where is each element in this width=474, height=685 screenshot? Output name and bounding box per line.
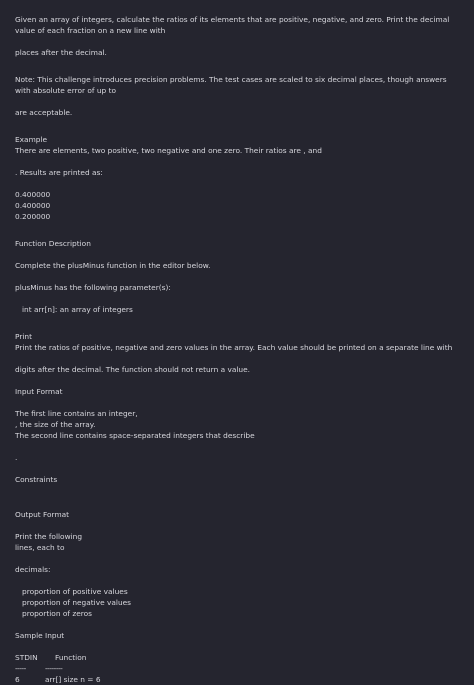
stdin-divider: ----- xyxy=(15,664,26,673)
sample-input-heading: Sample Input xyxy=(15,631,65,640)
stdin-header: STDIN xyxy=(15,653,38,662)
acceptable-text: are acceptable. xyxy=(15,108,73,117)
function-divider: -------- xyxy=(45,664,63,673)
output-format-item: proportion of negative values xyxy=(22,598,132,607)
input-format-line: The first line contains an integer, xyxy=(15,409,138,418)
output-format-line: lines, each to xyxy=(15,543,65,552)
example-heading: Example xyxy=(15,135,48,144)
sample-input-divider-row xyxy=(15,663,459,674)
sample-input-header-row xyxy=(15,652,459,663)
constraints-heading: Constraints xyxy=(15,475,58,484)
function-value: arr[] size n = 6 xyxy=(45,675,101,684)
output-format-item: proportion of positive values xyxy=(22,587,128,596)
input-format-line: , the size of the array. xyxy=(15,420,96,429)
example-output-line: 0.400000 xyxy=(15,201,51,210)
output-format-item: proportion of zeros xyxy=(22,609,92,618)
input-format-line: The second line contains space-separated integers that describe xyxy=(15,431,255,440)
print-digits-text: digits after the decimal. The function should not return a value. xyxy=(15,365,251,374)
parameter-item: int arr[n]: an array of integers xyxy=(22,305,133,314)
function-header: Function xyxy=(55,653,87,662)
output-format-heading: Output Format xyxy=(15,510,70,519)
intro-text: Given an array of integers, calculate the ratios of its elements that are positive, negative, and zero. Print the decimal value of each fraction on a new line with xyxy=(15,15,452,35)
output-format-decimals: decimals: xyxy=(15,565,51,574)
parameters-intro: plusMinus has the following parameter(s): xyxy=(15,283,171,292)
example-output-line: 0.400000 xyxy=(15,190,51,199)
output-format-line: Print the following xyxy=(15,532,83,541)
note-text: Note: This challenge introduces precision problems. The test cases are scaled to six decimal places, though answers with absolute error of up to xyxy=(15,75,449,95)
function-description-heading: Function Description xyxy=(15,239,91,248)
print-text: Print the ratios of positive, negative and zero values in the array. Each value should be printed on a separate line with xyxy=(15,343,453,352)
places-text: places after the decimal. xyxy=(15,48,107,57)
example-results-text: . Results are printed as: xyxy=(15,168,103,177)
stdin-value: 6 xyxy=(15,675,20,684)
sample-input-row xyxy=(15,674,459,685)
input-format-line: . xyxy=(15,453,18,462)
input-format-heading: Input Format xyxy=(15,387,63,396)
example-text: There are elements, two positive, two negative and one zero. Their ratios are , and xyxy=(15,146,322,155)
print-heading: Print xyxy=(15,332,33,341)
example-output-line: 0.200000 xyxy=(15,212,51,221)
function-description-text: Complete the plusMinus function in the editor below. xyxy=(15,261,211,270)
